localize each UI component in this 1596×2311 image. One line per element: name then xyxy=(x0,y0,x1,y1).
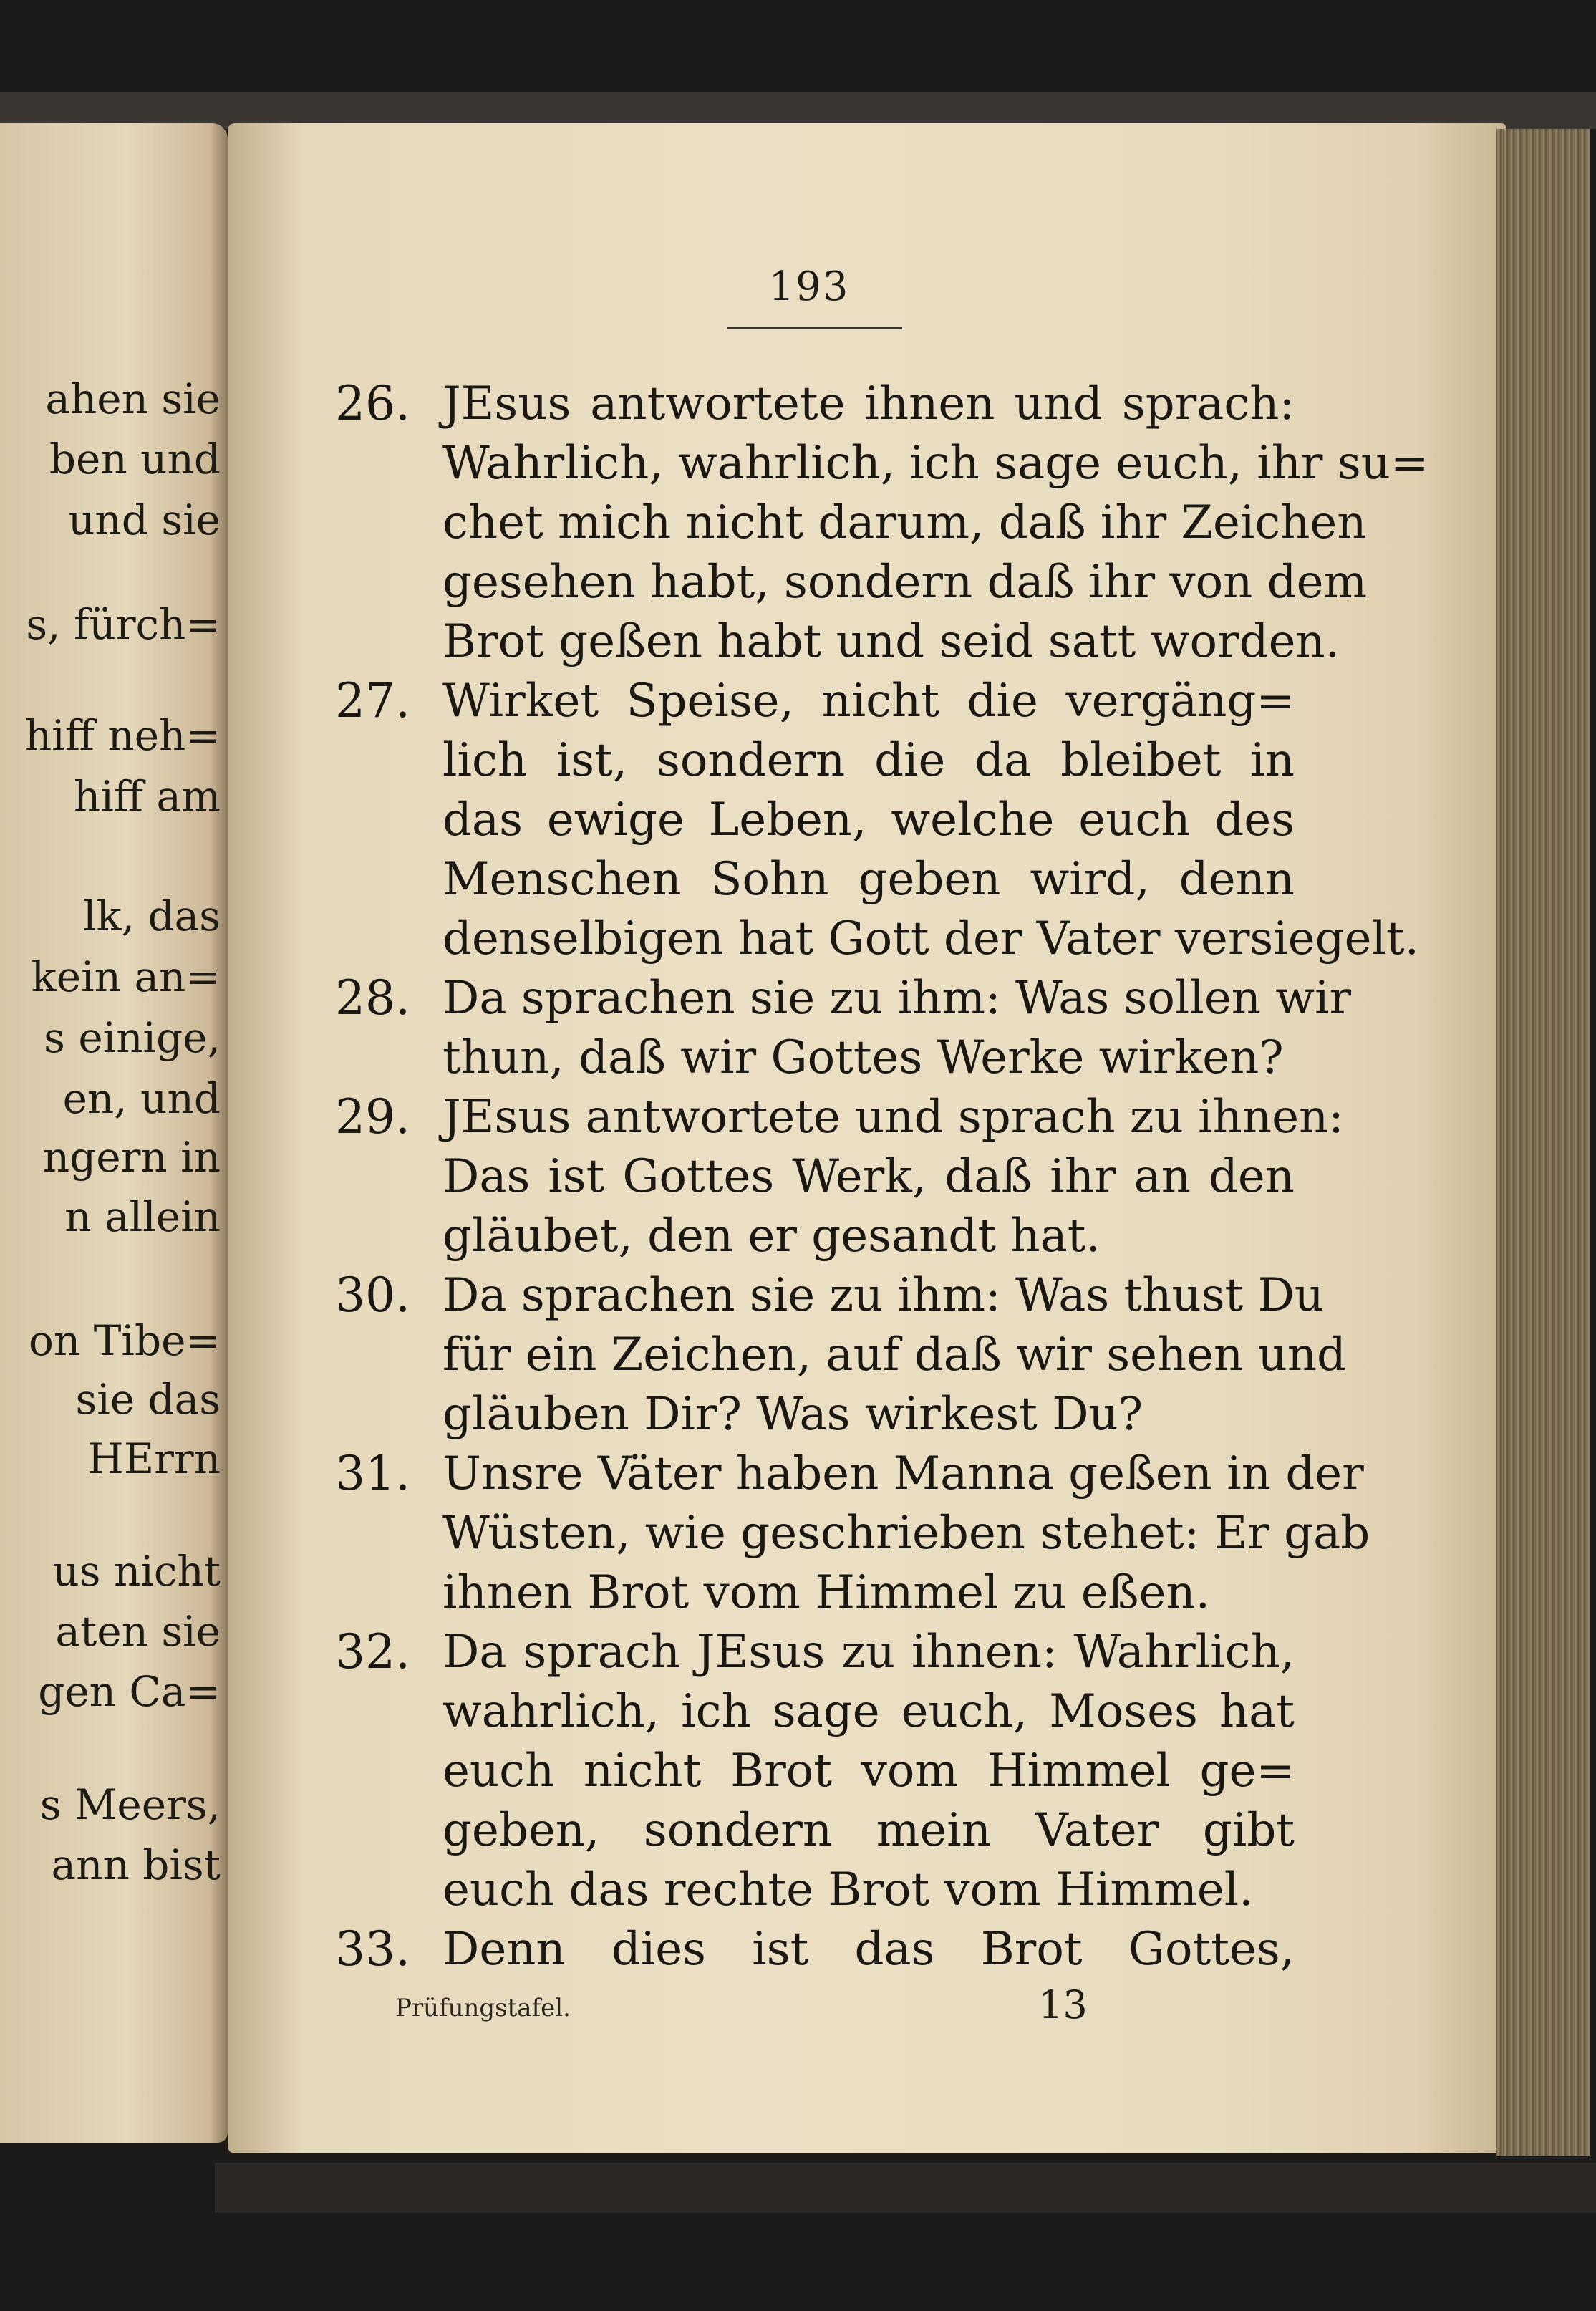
verse-line: Brot geßen habt und seid satt worden. xyxy=(442,615,1340,668)
verse-line: chet mich nicht darum, daß ihr Zeichen xyxy=(442,496,1367,549)
verse-line: Wirket Speise, nicht die vergäng= xyxy=(442,675,1295,728)
verse-line: JEsus antwortete ihnen und sprach: xyxy=(442,377,1295,430)
verse-line: lich ist, sondern die da bleibet in xyxy=(442,734,1295,787)
page-edges xyxy=(1496,129,1590,2156)
verse-line: wahrlich, ich sage euch, Moses hat xyxy=(442,1685,1295,1738)
page-number: 193 xyxy=(768,264,850,310)
left-fragment: sie das xyxy=(75,1375,221,1424)
left-fragment: s, fürch= xyxy=(26,600,221,649)
left-fragment: aten sie xyxy=(55,1607,221,1656)
left-fragment: n allein xyxy=(64,1192,221,1241)
left-page xyxy=(0,123,228,2143)
verse-line: Denn dies ist das Brot Gottes, xyxy=(442,1923,1295,1976)
verse-number: 29. xyxy=(335,1089,410,1144)
verse-line: geben, sondern mein Vater gibt xyxy=(442,1804,1295,1857)
book-cover-bottom xyxy=(215,2163,1596,2213)
left-fragment: on Tibe= xyxy=(29,1316,221,1365)
left-fragment: us nicht xyxy=(52,1547,221,1596)
verse-line: ihnen Brot vom Himmel zu eßen. xyxy=(442,1566,1210,1619)
verse-line: Da sprach JEsus zu ihnen: Wahrlich, xyxy=(442,1626,1295,1679)
verse-line: thun, daß wir Gottes Werke wirken? xyxy=(442,1031,1284,1084)
left-fragment: hiff am xyxy=(73,772,221,821)
left-fragment: gen Ca= xyxy=(38,1667,221,1716)
verse-line: Da sprachen sie zu ihm: Was thust Du xyxy=(442,1269,1325,1322)
verse-number: 32. xyxy=(335,1624,410,1679)
verse-line: gläubet, den er gesandt hat. xyxy=(442,1210,1101,1263)
verse-line: JEsus antwortete und sprach zu ihnen: xyxy=(442,1091,1344,1144)
verse-line: Unsre Väter haben Manna geßen in der xyxy=(442,1447,1364,1500)
verse-number: 31. xyxy=(335,1446,410,1501)
verse-line: denselbigen hat Gott der Vater versiegelt. xyxy=(442,912,1419,965)
verse-line: euch das rechte Brot vom Himmel. xyxy=(442,1863,1254,1916)
verse-line: Menschen Sohn geben wird, denn xyxy=(442,853,1295,906)
left-fragment: s Meers, xyxy=(39,1780,221,1829)
verse-number: 33. xyxy=(335,1921,410,1977)
left-fragment: ngern in xyxy=(42,1133,221,1182)
sheet-mark: 13 xyxy=(1038,1982,1088,2027)
verse-line: gesehen habt, sondern daß ihr von dem xyxy=(442,556,1368,609)
verse-number: 27. xyxy=(335,673,410,728)
verse-line: Das ist Gottes Werk, daß ihr an den xyxy=(442,1150,1295,1203)
left-fragment: en, und xyxy=(62,1074,221,1123)
verse-line: euch nicht Brot vom Himmel ge= xyxy=(442,1745,1295,1798)
left-fragment: s einige, xyxy=(44,1013,221,1062)
verse-line: das ewige Leben, welche euch des xyxy=(442,793,1295,846)
left-fragment: HErrn xyxy=(87,1434,221,1483)
verse-line: Wüsten, wie geschrieben stehet: Er gab xyxy=(442,1507,1370,1560)
verse-line: gläuben Dir? Was wirkest Du? xyxy=(442,1388,1143,1441)
header-rule xyxy=(727,327,902,329)
verse-line: Wahrlich, wahrlich, ich sage euch, ihr su= xyxy=(442,437,1429,490)
left-fragment: ahen sie xyxy=(45,375,221,423)
left-fragment: kein an= xyxy=(31,952,221,1001)
left-fragment: hiff neh= xyxy=(24,711,221,760)
left-fragment: ann bist xyxy=(51,1840,221,1889)
verse-number: 30. xyxy=(335,1268,410,1323)
signature-title: Prüfungstafel. xyxy=(395,1994,571,2022)
verse-line: für ein Zeichen, auf daß wir sehen und xyxy=(442,1328,1346,1381)
verse-number: 28. xyxy=(335,970,410,1026)
left-fragment: ben und xyxy=(49,435,221,483)
left-fragment: und sie xyxy=(68,496,221,544)
verse-number: 26. xyxy=(335,376,410,431)
left-fragment: lk, das xyxy=(82,892,221,940)
verse-line: Da sprachen sie zu ihm: Was sollen wir xyxy=(442,972,1352,1025)
